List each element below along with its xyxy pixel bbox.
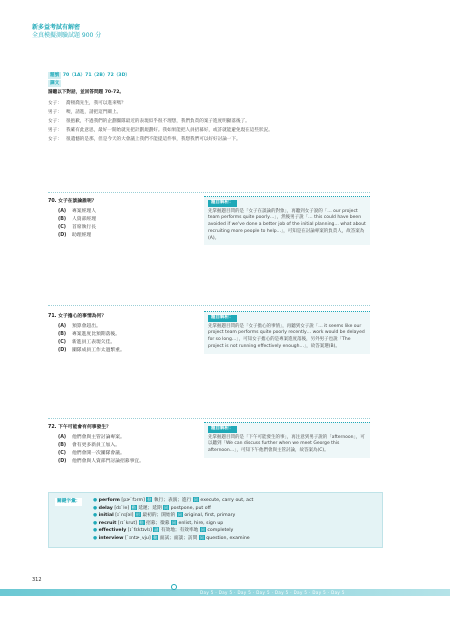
vocab-word: initial [98, 513, 114, 519]
option-key: (C) [58, 225, 66, 230]
translation-label: 譯文 [50, 81, 60, 86]
option-key: (B) [58, 332, 67, 337]
vocab-ipa: [ɪˋfɛktɪvlɪ] [127, 528, 152, 534]
synonym-icon: 同 [200, 527, 205, 533]
question-prompt: 下午可能會有何事發生？ [58, 425, 111, 430]
bullet-icon: ● [93, 520, 98, 526]
question-number: 71. [48, 314, 57, 319]
option-key: (B) [58, 217, 67, 222]
vocab-pos: 動 [131, 504, 136, 510]
option-key: (B) [58, 443, 67, 448]
option-text: 他們會與人資部門討論招募事宜。 [72, 459, 144, 464]
option-key: (A) [58, 324, 67, 329]
speaker: 男子： [48, 128, 62, 133]
bullet-icon: ● [93, 528, 98, 534]
vocab-pos: 動 [147, 497, 152, 502]
vocab-en: question, examine [206, 535, 250, 541]
book-subtitle: 全真模擬測驗試題 900 分 [32, 32, 102, 39]
vocab-en: execute, carry out, act [200, 498, 254, 503]
vocab-en: original, first, primary [184, 513, 236, 519]
transcript-line [48, 109, 408, 116]
vocab-word: interview [98, 535, 124, 541]
question-text [48, 424, 208, 432]
vocab-en: completely [207, 528, 234, 534]
section-divider [48, 418, 370, 419]
analysis-text: 先掌握題目問的是「女子擔心的事情」，再聽到女子說「… it seems like our project team performs quite poorly recently… work would be delayed for so long…」，可知女子擔心的是專案進度落後，另外男子也說「The project is not running effectively enough…」，故答案選(B)。 [208, 323, 365, 349]
page-number: 312 [32, 577, 42, 583]
option-key: (A) [58, 209, 67, 214]
question-number: 70. [48, 199, 57, 204]
question-71 [48, 313, 208, 355]
vocabulary-box [48, 492, 383, 548]
answer-option [48, 216, 208, 224]
vocab-en: postpone, put off [170, 505, 211, 511]
speaker: 男子： [48, 110, 62, 115]
transcript-text: 噢，請進，請把這門關上。 [66, 110, 122, 115]
answer-option [48, 208, 208, 216]
vocab-pos: 副 [154, 527, 159, 533]
option-text: 團隊成員工作太過繁重。 [72, 348, 125, 353]
vocab-pos: 動 [153, 534, 158, 540]
answer-option [48, 347, 208, 355]
vocab-word: perform [98, 498, 120, 503]
answer-option [48, 434, 208, 442]
vocab-item [93, 527, 376, 535]
synonym-icon: 同 [199, 534, 204, 540]
transcript-text: 喬頓喬先生，我可以進來嗎？ [66, 101, 126, 106]
transcript-line [48, 127, 408, 134]
speaker: 女子： [48, 119, 62, 124]
vocab-ipa: [dɪˋle] [114, 505, 130, 511]
question-number: 72. [48, 425, 57, 430]
question-72 [48, 424, 208, 466]
analysis-text: 先掌握題目問的是「下午可能發生的事」，再注意到男子說的「afternoon」，可以聽到「We can discuss further when we meet George this afternoon…」，可知下午他們會與主管討論，故答案為(C)。 [208, 434, 365, 454]
vocab-zh: 招募；徵募 [146, 520, 170, 526]
vocab-item [93, 497, 376, 505]
vocab-en: enlist, hire, sign up [178, 520, 224, 526]
vocab-pos: 形 [135, 512, 140, 518]
analysis-label: 題目解析： [208, 315, 237, 322]
analysis-label: 題目解析： [208, 200, 237, 207]
bullet-icon: ● [93, 535, 98, 541]
vocab-pos: 動 [139, 519, 144, 525]
synonym-icon: 同 [193, 497, 198, 502]
option-text: 會有更多新員工加入。 [72, 443, 120, 448]
option-text: 首席執行長 [72, 225, 96, 230]
analysis-text: 先掌握題目問的是「女子在談論的對象」，再聽到女子說的「… our project team performs quite poorly…」，然後男子說「… this could have been avoided if we've done a better job of the initial planning… what about recruiting more people to help…」，可知是在討論專案的負責人，故答案為(A)。 [208, 208, 366, 241]
listening-header [48, 72, 408, 145]
book-title-main: 新多益考試有解密 [32, 24, 81, 31]
vocab-word: recruit [98, 520, 117, 526]
vocab-ipa: [pɚˋfɔrm] [121, 498, 145, 503]
option-text: 專案經理人 [72, 209, 96, 214]
option-key: (A) [58, 435, 67, 440]
question-range-label: 題號 [50, 73, 60, 78]
vocab-zh: 有效地；有效率地 [160, 528, 199, 534]
question-range [48, 72, 408, 79]
transcript-text: 我確有此意思，最好一開始就先把計劃規劃好。我如果能把人員招募好，或許就能避免現在這些狀況。 [66, 128, 273, 133]
transcript [48, 100, 408, 143]
option-text: 新進員工表現欠佳。 [72, 340, 116, 345]
vocab-item [93, 512, 376, 520]
synonym-icon: 同 [177, 512, 182, 518]
book-title [32, 24, 101, 40]
analysis-70 [204, 196, 370, 245]
option-text: 預算會超出。 [72, 324, 101, 329]
option-text: 助理經理 [72, 233, 92, 238]
transcript-line [48, 136, 408, 143]
vocabulary-list [93, 497, 376, 543]
option-text: 專案進度比預期落後。 [72, 332, 120, 337]
vocab-zh: 執行；表演；進行 [153, 498, 192, 503]
speaker: 女子： [48, 101, 62, 106]
answer-option [48, 339, 208, 347]
bullet-icon: ● [93, 498, 98, 503]
vocab-word: delay [98, 505, 113, 511]
speaker: 女子： [48, 137, 62, 142]
answer-option [48, 224, 208, 232]
vocab-zh: 面試；面談；訪問 [159, 535, 198, 541]
section-divider [48, 192, 370, 193]
synonym-icon: 同 [164, 504, 169, 510]
instruction-text: 請聽以下對話，並回答問題 70-72。 [48, 90, 125, 95]
question-text [48, 313, 208, 321]
bullet-icon: ● [93, 505, 98, 511]
section-divider [48, 305, 370, 306]
transcript-text: 很遺憾的是那，但是今天的大會議上我們不能提這件事，我想我們可以好好討論一下。 [66, 137, 241, 142]
question-text [48, 198, 208, 206]
footer-text: Day 5 · Day 5 · Day 5 · Day 5 · Day 5 · Day 5 · Day 5 · Day 5 [200, 590, 345, 595]
footer-band [0, 589, 450, 596]
vocab-ipa: [rɪˋkrut] [117, 520, 137, 526]
vocab-ipa: [ɪˋnɪʃəl] [115, 513, 134, 519]
transcript-line [48, 100, 408, 107]
vocab-zh: 延遲；延期 [138, 505, 162, 511]
vocab-item [93, 535, 376, 543]
vocab-word: effectively [98, 528, 127, 534]
synonym-icon: 同 [171, 519, 176, 525]
transcript-line [48, 118, 408, 125]
question-prompt: 女子擔心的事情為何？ [58, 314, 107, 319]
answer-option [48, 450, 208, 458]
question-range-value: 70（1A）71（2B）72（3D） [62, 73, 131, 78]
vocab-zh: 最初的；開始的 [142, 513, 176, 519]
answer-option [48, 442, 208, 450]
answer-option [48, 323, 208, 331]
analysis-72 [204, 422, 370, 458]
answer-option [48, 458, 208, 466]
option-key: (D) [58, 348, 67, 353]
question-prompt: 女子在談論誰呢？ [58, 199, 97, 204]
transcript-text: 很抱歉，不過我們的企劃團隊最近的表現似乎很不理想，我們負責的案子進度明顯落後了。 [66, 119, 250, 124]
vocabulary-title: 關鍵字彙： [57, 499, 81, 504]
page-marker-icon [171, 584, 177, 590]
vocab-ipa: [ˋɪntɚˏvju] [124, 535, 151, 541]
option-key: (C) [58, 451, 66, 456]
option-key: (C) [58, 340, 66, 345]
option-text: 他們會與主管討論專案。 [72, 435, 125, 440]
answer-option [48, 331, 208, 339]
option-key: (D) [58, 459, 67, 464]
option-text: 人資部經理 [72, 217, 96, 222]
bullet-icon: ● [93, 513, 98, 519]
option-key: (D) [58, 233, 67, 238]
analysis-label: 題目解析： [208, 426, 237, 433]
option-text: 他們會開一次團隊會議。 [72, 451, 125, 456]
vocab-item [93, 520, 376, 528]
question-70 [48, 198, 208, 240]
analysis-71 [204, 311, 370, 354]
answer-option [48, 232, 208, 240]
